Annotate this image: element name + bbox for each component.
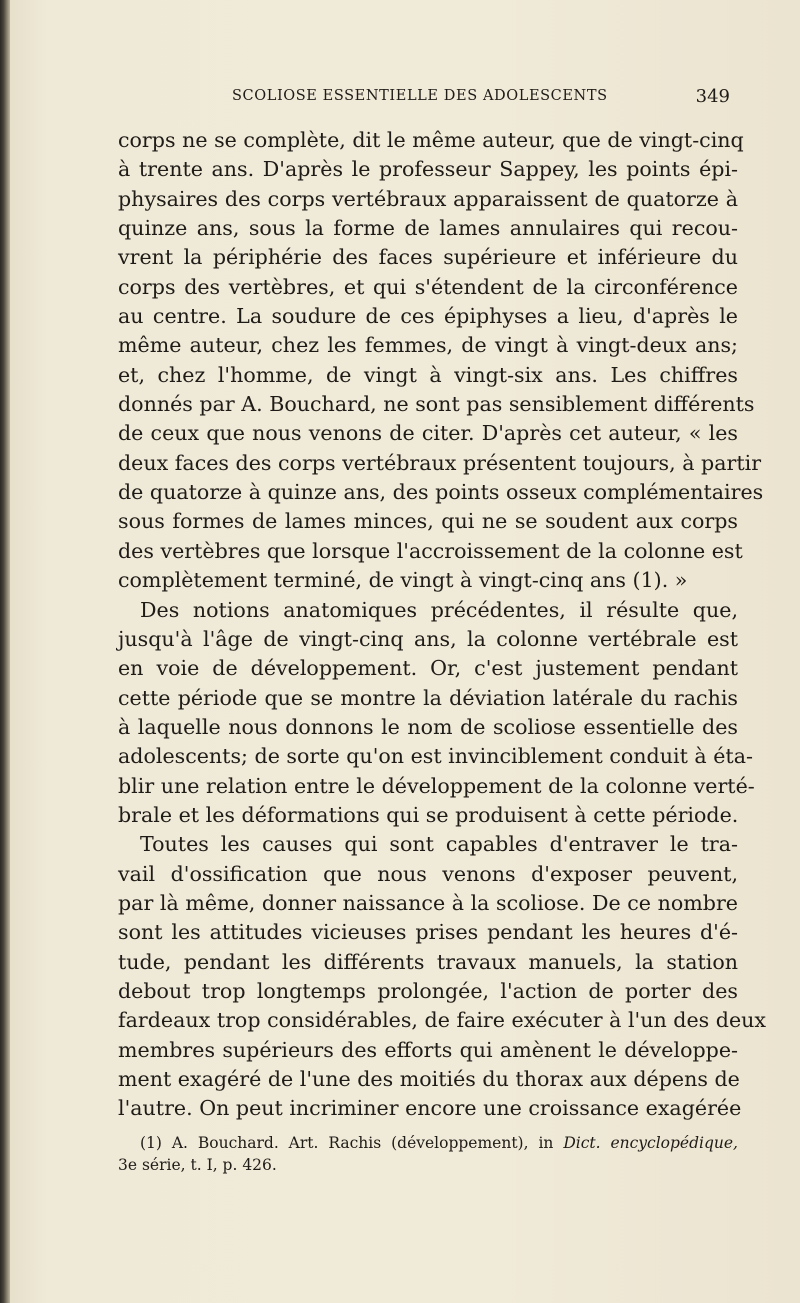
text-line: au centre. La soudure de ces épiphyses a lieu, d'après le: [118, 304, 738, 329]
text-line: blir une relation entre le développement de la colonne verté-: [118, 773, 755, 798]
footnote-citation: (1) A. Bouchard. Art. Rachis (développement), in: [140, 1134, 554, 1152]
text-line: donnés par A. Bouchard, ne sont pas sensiblement différents: [118, 392, 755, 417]
footnote-line: 3e série, t. I, p. 426.: [118, 1156, 277, 1174]
text-line: sont les attitudes vicieuses prises pendant les heures d'é-: [118, 920, 738, 945]
text-line: corps des vertèbres, et qui s'étendent de la circonférence: [118, 274, 738, 299]
text-line: en voie de développement. Or, c'est justement pendant: [118, 656, 738, 681]
text-line: même auteur, chez les femmes, de vingt à vingt-deux ans;: [118, 333, 738, 358]
text-line: de ceux que nous venons de citer. D'après cet auteur, « les: [118, 421, 738, 446]
text-line: des vertèbres que lorsque l'accroissement de la colonne est: [118, 538, 743, 563]
text-line: corps ne se complète, dit le même auteur, que de vingt-cinq: [118, 128, 744, 152]
page-number: 349: [695, 86, 730, 107]
paragraph-start-line: Des notions anatomiques précédentes, il résulte que,: [140, 597, 738, 622]
footnote-line: [118, 1132, 738, 1154]
running-head: [232, 86, 730, 110]
footnote-work-title: Dict. encyclopédique,: [563, 1134, 738, 1152]
text-line: brale et les déformations qui se produisent à cette période.: [118, 802, 739, 827]
text-line: cette période que se montre la déviation latérale du rachis: [118, 685, 738, 710]
text-line: de quatorze à quinze ans, des points osseux complémentaires: [118, 480, 764, 505]
text-line: par là même, donner naissance à la scoliose. De ce nombre: [118, 890, 738, 915]
text-line: à trente ans. D'après le professeur Sappey, les points épi-: [118, 157, 738, 182]
text-line: vail d'ossification que nous venons d'exposer peuvent,: [118, 861, 738, 886]
text-line: physaires des corps vertébraux apparaissent de quatorze à: [118, 186, 738, 211]
text-line: à laquelle nous donnons le nom de scoliose essentielle des: [118, 714, 738, 739]
body-text: [118, 126, 767, 1124]
book-binding-edge: [0, 0, 10, 1303]
running-title: SCOLIOSE ESSENTIELLE DES ADOLESCENTS: [232, 88, 608, 104]
text-line: vrent la périphérie des faces supérieure et inférieure du: [118, 245, 738, 270]
text-line: sous formes de lames minces, qui ne se soudent aux corps: [118, 509, 738, 534]
text-line: complètement terminé, de vingt à vingt-cinq ans (1). »: [118, 568, 688, 593]
text-line: fardeaux trop considérables, de faire exécuter à l'un des deux: [118, 1008, 767, 1033]
text-line: tude, pendant les différents travaux manuels, la station: [118, 949, 738, 974]
text-line: jusqu'à l'âge de vingt-cinq ans, la colonne vertébrale est: [118, 626, 738, 651]
text-line: l'autre. On peut incriminer encore une croissance exagérée: [118, 1096, 742, 1121]
text-line: deux faces des corps vertébraux présentent toujours, à partir: [118, 450, 762, 475]
text-line: membres supérieurs des efforts qui amènent le développe-: [118, 1037, 738, 1062]
text-line: et, chez l'homme, de vingt à vingt-six ans. Les chiffres: [118, 362, 738, 387]
text-line: debout trop longtemps prolongée, l'action de porter des: [118, 978, 738, 1003]
text-line: adolescents; de sorte qu'on est invinciblement conduit à éta-: [118, 744, 753, 769]
paragraph-start-line: Toutes les causes qui sont capables d'entraver le tra-: [140, 832, 738, 857]
text-line: quinze ans, sous la forme de lames annulaires qui recou-: [118, 216, 738, 241]
footnote: [118, 1132, 738, 1176]
text-line: ment exagéré de l'une des moitiés du thorax aux dépens de: [118, 1067, 740, 1091]
